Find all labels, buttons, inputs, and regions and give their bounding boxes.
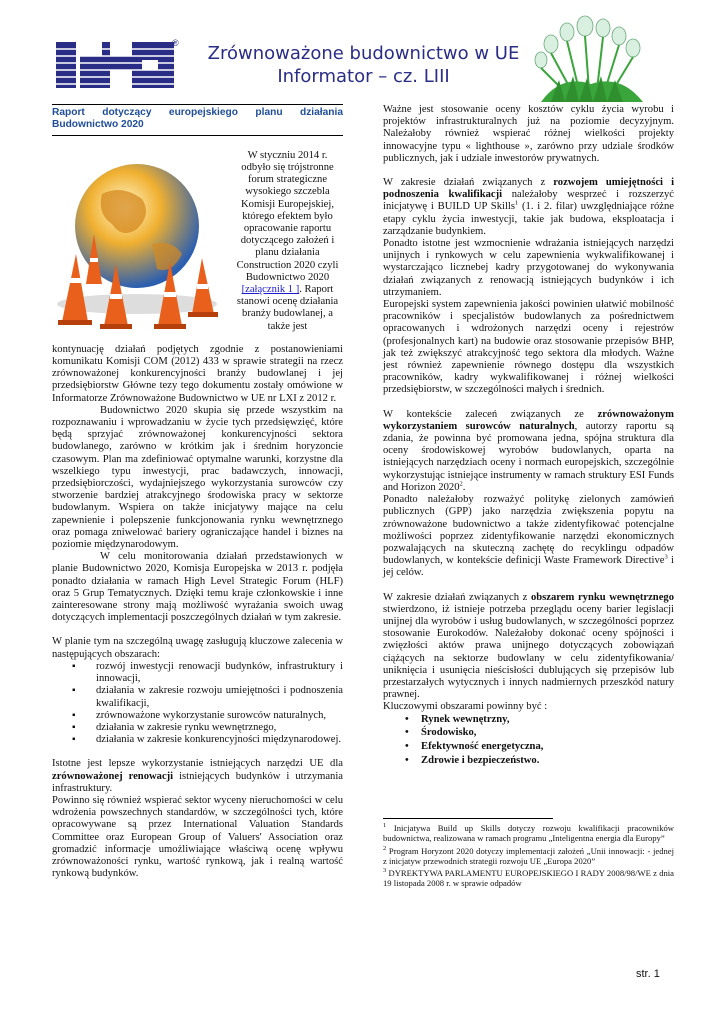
footnote: $^1$ Inicjatywa Build up Skills dotyczy rozwoju kwalifikacji pracowników budownictwa, realizowana w ramach programu „Inteligentna energia dla Europy” <box>383 822 674 844</box>
list-item: • Efektywność energetyczna, <box>405 741 674 753</box>
paragraph-workforce: Ponadto istotne jest wzmocnienie wdrażania istniejących narzędzi unijnych i rynkowych w celu zapewnienia wykwalifikowanej i wystarczająco licznebej kadry przygotowanej do wykonywania działań związanych z renowacją istniejących budynków i ich utrzymaniem. <box>383 238 674 298</box>
right-column <box>383 104 674 768</box>
page-number: str. 1 <box>636 968 660 980</box>
intro-paragraph: W styczniu 2014 r. odbyło się trójstronne forum strategiczne wysokiego szczebla Komisji Europejskiej, którego efektem było opracowanie raportu dotyczącego założeń i planu działania Construction 2020 czyli Budownictwo 2020 <box>236 149 339 283</box>
report-title-box <box>52 104 343 136</box>
intro-paragraph-end: . Raport stanowi ocenę działania branży budowlanej, a także jest <box>236 284 339 332</box>
intro-continued: kontynuację działań podjętych zgodnie z postanowieniami komunikatu Komisji COM (2012) 433 w sprawie strategii na rzecz zrównoważonej konkurencyjności branży budowlanej i jej przedsiębiorstw Główne tezy tego dokumentu zostały omówione w Informatorze Zrównoważone Budownictwo w UE nr LXI z 2012 r. <box>52 343 343 404</box>
footnote: $^2$ Program Horyzont 2020 dotyczy implementacji założeń „Unii innowacji: - jednej z inicjatyw przewodnich strategii rozwoju UE „Europa 2020” <box>383 844 674 866</box>
list-item: ▪ rozwój inwestycji renowacji budynków, infrastruktury i innowacji, <box>82 661 343 685</box>
lightbulbs-grass-icon <box>531 14 649 102</box>
itb-logo <box>56 40 174 90</box>
footnote-divider <box>383 818 553 819</box>
intro-text <box>232 150 343 333</box>
paragraph-skills: W zakresie działań związanych z rozwojem umiejętności i podnoszenia kwalifikacji należałoby wesprzeć i rozszerzyć inicjatywę i BUILD UP Skills$^1$ (1. i 2. filar) uwzględniające różne etapy cyklu życia inwestycji, takie jak budowa, eksploatacja i zarządzanie budynkiem. <box>383 177 675 237</box>
paragraph-gpp: Ponadto należałoby rozważyć politykę zielonych zamówień publicznych (GPP) jako narzędzia zwiększenia popytu na zrównoważone budownictwo a także zidentyfikować potencjalne możliwości poprzez zidentyfikowanie narzędzi ekonomicznych pozwalających na skuteczną zachętę do recyklingu odpadów budowlanych, w kontekście definicji Waste Framework Directive$^3$ i jej celów. <box>383 494 675 579</box>
header-title: Zrównoważone budownictwo w UE <box>207 43 520 64</box>
list-item: ▪ zrównoważone wykorzystanie surowców naturalnych, <box>82 710 343 722</box>
key-areas-list <box>383 714 674 767</box>
intro-block <box>52 150 343 344</box>
paragraph-lifecycle: Ważne jest stosowanie oceny kosztów cyklu życia wyrobu i projektów infrastrukturalnych już na poziomie decyzyjnym. Należałoby również wspierać różnej wielkości projekty innowacyjne typu « lighthouse », zarówno przy udziale środków publicznych, jak i udziale inwestorów prywatnych. <box>383 104 674 164</box>
paragraph-valuation: Powinno się również wspierać sektor wyceny nieruchomości w celu wdrożenia powszechnych standardów, w szczególności tych, które opracowywane są przez International Valuation Standards Committee oraz European Group of Valuers' Association oraz gromadzić informacje umożliwiające właściwą ocenę wpływu zrównoważoności rynku, wartość rynkową, jak i realną wartość rynkową budynków. <box>52 794 343 880</box>
left-column <box>52 104 343 880</box>
page-header <box>0 0 725 100</box>
attachment-link[interactable]: [załącznik 1 ] <box>241 284 300 296</box>
paragraph-key-recommendations: W planie tym na szczególną uwagę zasługują kluczowe zalecenia w następujących obszarach: <box>52 636 343 660</box>
paragraph-raw-materials: W kontekście zaleceń związanych ze zrównoważonym wykorzystaniem surowców naturalnych, autorzy raportu są zdania, że powinna być promowana jedna, spójna struktura dla oceny środowiskowej wyrobów budowlanych, oparta na istniejących narzędziach oceny i normach europejskich, szczególnie wykorzystując istniejące instrumenty w ramach struktury ESI Funds and Horizon 2020$^2$. <box>383 408 674 493</box>
list-item: • Zdrowie i bezpieczeństwo. <box>405 755 674 767</box>
list-item: • Środowisko, <box>405 727 674 739</box>
header-subtitle: Informator – cz. LIII <box>277 66 450 87</box>
paragraph-renovation: Istotne jest lepsze wykorzystanie istniejących narzędzi UE dla zrównoważonej renowacji istniejących budynków i utrzymania infrastruktury. <box>52 758 343 794</box>
paragraph-budownictwo-2020: Budownictwo 2020 skupia się przede wszystkim na rozpoznawaniu i wprowadzaniu w życie tych przedsięwzięć, które będą sprzyjać zrównoważonej konkurencyjności sektora budowlanego, zarówno w krótkim jak i średnim horyzoncie czasowym. Plan ma zdefiniować optymalne warunki, korzystne dla wszelkiego typu inwestycji, prac badawczych, innowacji, przedsiębiorczości, wydajniejszego wykorzystania surowców czy stworzenie bardziej atrakcyjnego środowiska pracy w sektorze budowlanym. Wspiera on także inicjatywy mające na celu zapewnienie i polepszenie funkcjonowania rynku wewnętrznego oraz pomaga zniwelować bariery ograniczające handel i biznes na poziomie międzynarodowym. <box>52 404 343 551</box>
paragraph-key-areas: Kluczowymi obszarami powinny być : <box>383 701 548 713</box>
list-item: ▪ działania w zakresie rozwoju umiejętności i podnoszenia kwalifikacji, <box>82 685 343 709</box>
report-title: Raport dotyczący europejskiego planu działania Budownictwo 2020 <box>52 107 343 131</box>
list-item: ▪ działania w zakresie rynku wewnętrznego, <box>82 722 343 734</box>
recommendations-list <box>52 661 343 746</box>
footnote: $^3$ DYREKTYWA PARLAMENTU EUROPEJSKIEGO I RADY 2008/98/WE z dnia 19 listopada 2008 r. w sprawie odpadów <box>383 867 674 889</box>
globe-with-cones-image <box>42 154 222 334</box>
paragraph-quality-system: Europejski system zapewnienia jakości powinien ułatwić mobilność pracowników i specjalistów budowlanych za pośrednictwem opracowanych i wdrożonych narzędzi oceny i rejestrów (profesjonalnych kart) na budowie oraz stosowanie przepisów BHP, jak też zwiększyć atrakcyjność tego sektora dla młodych. Ważne jest również zapewnienie równego dostępu dla wszystkich pracowników, kadry wykwalifikowanej i różnej wielkości przedsiębiorstw, w szczególności małych i średnich. <box>383 299 674 396</box>
list-item: ▪ działania w zakresie konkurencyjności międzynarodowej. <box>82 734 343 746</box>
registered-mark: ® <box>172 38 179 48</box>
footnotes <box>383 823 674 891</box>
list-item: • Rynek wewnętrzny, <box>405 714 674 726</box>
paragraph-monitoring: W celu monitorowania działań przedstawionych w planie Budownictwo 2020, Komisja Europejska w 2013 r. podjęła ponadto działania w ramach High Level Strategic Forum (HLF) oraz 5 Grup Tematycznych. Dzięki temu kraje członkowskie i inne zainteresowane strony mają możliwość wyrażania swoich uwag dotyczących implementacji poszczególnych działań w tym zakresie. <box>52 551 343 624</box>
paragraph-internal-market: W zakresie działań związanych z obszarem rynku wewnętrznego stwierdzono, iż istnieje potrzeba przeglądu oceny barier legislacji unijnej dla wyrobów i usług budowlanych, w szczególności poprzez stosowanie Eurokodów. Należałoby dokonać oceny spójności i zwięzłości aktów prawa unijnego dotyczących zobowiązań ciążących na sektorze budowlany w celu zidentyfikowania/ uniknięcia i usunięcia nieścisłości dublujących się przepisów lub przestarzałych wytycznych i innych nadmiernych przeszkód natury prawnej. <box>383 591 674 701</box>
